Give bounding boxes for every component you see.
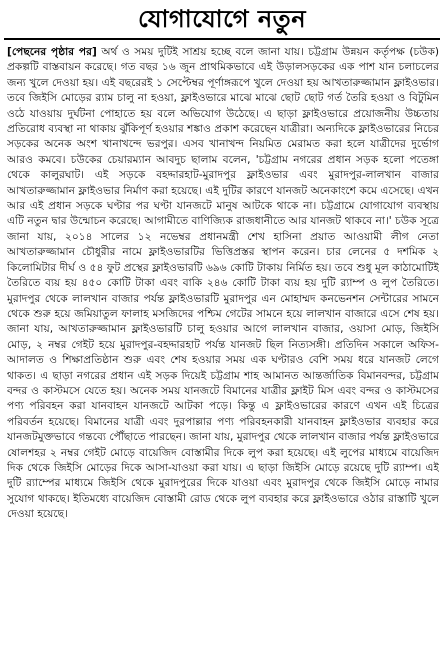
article-text: অর্থ ও সময় দুটিই সাশ্রয় হচ্ছে বলে জানা যায়। চট্টগ্রাম উন্নয়ন কর্তৃপক্ষ (চউক) প্রকল্পটি বাস্তবায়ন করেছে। গত বছর ১৬ জুন প্রাথমিকভাবে এই উড়ালসড়কের এক পাশ যান চলাচলের জন্য খুলে দেওয়া হয়। এই বছরেরই ১ সেপ্টেম্বর পূর্ণাঙ্গরূপে খুলে দেওয়া হয় আখতারুজ্জামান ফ্লাইওভার। তবে জিইসি মোড়ের র‍্যাম চালু না হওয়া, ফ্লাইওভারে মাঝে মাঝে ছোট ছোট গর্ত তৈরি হওয়া ও বিটুমিন ওঠে যাওয়ায় দুর্ঘটনা পোহাতে হয় বলে অভিযোগ উঠেছে। এ ছাড়া ফ্লাইওভারে প্রয়োজনীয় উচ্চতায় প্রতিরোধ ব্যবস্থা না থাকায় ঝুঁকিপূর্ণ হওয়ার শঙ্কাও প্রকাশ করেছেন যাত্রীরা। অন্যদিকে ফ্লাইওভারের নিচের সড়কের অনেক অংশ খানাখন্দে ভরপুর। এসব খানাখন্দ নিয়মিত মেরামত করা হলে যাত্রীদের দুর্ভোগ আরও কমবে। চউকের চেয়ারম্যান আবদুচ ছালাম বলেন, 'চট্টগ্রাম নগরের প্রধান সড়ক হলো পতেঙ্গা থেকে কালুরঘাট। এই সড়কে বহদ্দারহাট-মুরাদপুর ফ্লাইওভার এবং মুরাদপুর-লালখান বাজার আখতারুজ্জামান ফ্লাইওভার নির্মাণ করা হয়েছে। এই দুটির কারণে যানজট অনেকাংশে কমে এসেছে। এখন আর এই প্রধান সড়কে ঘণ্টার পর ঘণ্টা যানজটে মানুষ আটকে থাকে না। চট্টগ্রামে যোগাযোগ ব্যবস্থায় এটি নতুন দ্বার উন্মোচন করেছে। আগামীতে বাণিজ্যিক রাজধানীতে আর যানজট থাকবে না।' চউক সূত্রে জানা যায়, ২০১৪ সালের ১২ নভেম্বর প্রধানমন্ত্রী শেখ হাসিনা প্রয়াত আওয়ামী লীগ নেতা আখতারুজ্জামান চৌধুরীর নামে ফ্লাইওভারটির ভিত্তিপ্রস্তর স্থাপন করেন। চার লেনের ৫ দশমিক ২ কিলোমিটার দীর্ঘ ও ৫৪ ফুট প্রস্থের ফ্লাইওভারটি ৬৯৬ কোটি টাকায় নির্মিত হয়। তবে শুধু মূল কাঠামোটিই তৈরিতে ব্যয় হয় ৪৫০ কোটি টাকা এবং বাকি ২৪৬ কোটি টাকা ব্যয় হয় দুটি র‍্যাম্প ও লুপ তৈরিতে। মুরাদপুর থেকে লালখান বাজার পর্যন্ত ফ্লাইওভারটি মুরাদপুর এন মোহাম্মদ কনভেনশন সেন্টারের সামনে থেকে শুরু হয়ে জমিয়াতুল ফালাহ মসজিদের পশ্চিম গেটের সামনে হয়ে লালখান বাজারে এসে শেষ হয়। জানা যায়, আখতারুজ্জামান ফ্লাইওভারটি চালু হওয়ার আগে লালখান বাজার, ওয়াসা মোড়, জিইসি মোড়, ২ নম্বর গেইট হয়ে মুরাদপুর-বহদ্দারহাট পর্যন্ত যানজট ছিল নিত্যসঙ্গী। প্রতিদিন সকালে অফিস-আদালত ও শিক্ষাপ্রতিষ্ঠান শুরু এবং শেষ হওয়ার সময় এক ঘণ্টারও বেশি সময় ধরে যানজট লেগে থাকত। এ ছাড়া নগরের প্রধান এই সড়ক দিয়েই চট্টগ্রাম শাহ আমানত আন্তর্জাতিক বিমানবন্দর, চট্টগ্রাম বন্দর ও কাস্টমসে যেতে হয়। অনেক সময় যানজটে বিমানের যাত্রীর ফ্লাইট মিস এবং বন্দর ও কাস্টমসের পণ্য পরিবহন করা যানবাহন যানজটে আটকা পড়ে। কিন্তু এ ফ্লাইওভারের কারণে এখন এই চিত্রের পরিবর্তন হয়েছে। বিমানের যাত্রী এবং দুরপাল্লার পণ্য পরিবহনকারী যানবাহন ফ্লাইওভার ব্যবহার করে যানজটমুক্তভাবে গন্তব্যে পৌঁছাতে পারছেন। জানা যায়, মুরাদপুর থেকে লালখান বাজার পর্যন্ত ফ্লাইওভারে ষোলশহর ২ নম্বর গেইট মোড়ে বায়েজিদ বোস্তামীর দিকে লুপ করা হয়েছে। এই লুপের মাধ্যমে বায়েজিদ দিক থেকে জিইসি মোড়ের দিকে আসা-যাওয়া করা যায়। এ ছাড়া জিইসি মোড়ে রয়েছে দুটি র‍্যাম্প। এই দুটি র‍্যাম্পের মাধ্যমে জিইসি থেকে মুরাদপুরের দিকে যাওয়া এবং মুরাদপুর থেকে জিইসি মোড়ে নামার সুযোগ থাকছে। ইতিমধ্যে বায়েজিদ বোস্তামী রোড থেকে লুপ ব্যবহার করে ফ্লাইওভারে ওঠার রাস্তাটি খুলে দেওয়া হয়েছে।	[7, 46, 439, 521]
continued-from-back-page-tag: [পেছনের পৃষ্ঠার পর]	[7, 46, 97, 58]
article-paragraph	[7, 45, 439, 523]
article-body	[7, 45, 439, 657]
headline: যোগাযোগে নতুন	[137, 5, 307, 33]
headline-rule	[4, 38, 440, 40]
